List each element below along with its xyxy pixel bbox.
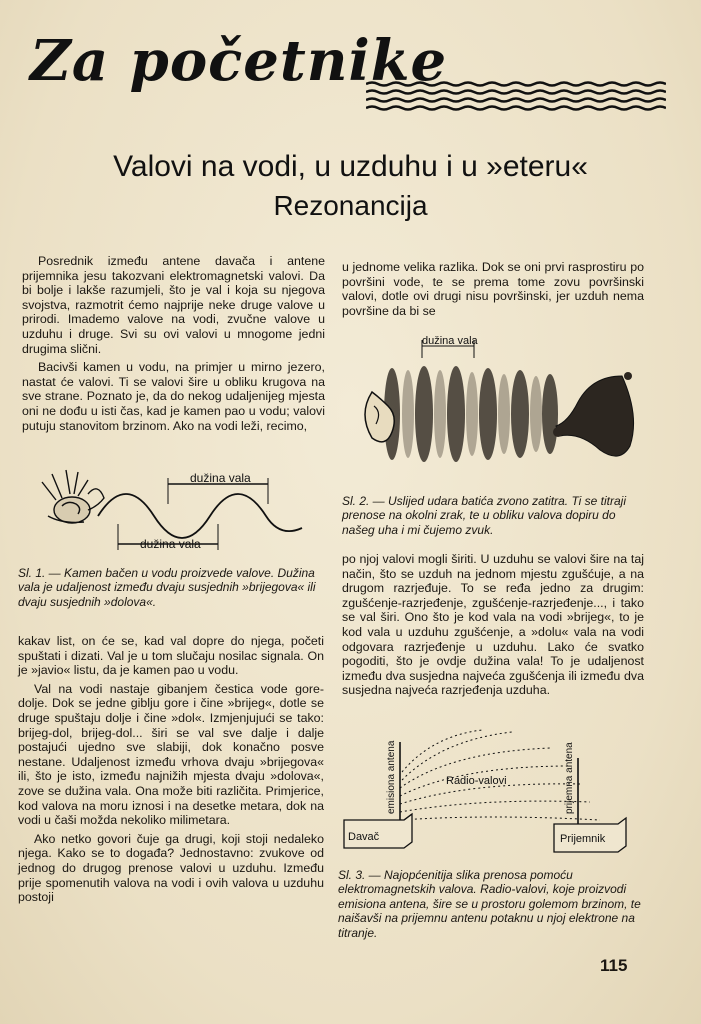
left-column-bottom bbox=[18, 634, 324, 909]
fig2-label: dužina vala bbox=[422, 335, 478, 347]
fig3-sender-label: Davač bbox=[348, 831, 380, 843]
fig1-label-bottom: dužina vala bbox=[140, 537, 201, 551]
fig3-left-antenna-label: emisiona antena bbox=[386, 740, 397, 814]
right-column-top bbox=[342, 260, 644, 322]
fig3-waves-label: Radio-valovi bbox=[446, 775, 507, 787]
fig3-receiver-label: Prijemnik bbox=[560, 833, 606, 845]
section-heading: Za početnike bbox=[30, 28, 448, 94]
figure-3-radio-transmission bbox=[338, 728, 638, 854]
paragraph: Val na vodi nastaje gibanjem čestica vode gore-dolje. Dok se jedne giblju gore i čine »brijeg«, dotle se druge spuštaju dolje i čine »dol«. Izmjenjujući se tako: brijeg-dol, brijeg-dol... širi se val sve dalje i dalje postajući ujedno sve slabiji, dok konačno posve nestane. Udaljenost između vrhova dvaju »brijegova« ili, što je isto, između najnižih mjesta dvaju »dolova«, zove se dužina vala. Ona može biti različita. Primjerice, kod valova na moru iznosi i na desetke metara, dok na vodi u čaši možda nekoliko milimetara. bbox=[18, 681, 324, 828]
left-column-top bbox=[22, 254, 325, 437]
paragraph: u jednome velika razlika. Dok se oni prvi rasprostiru po površini vode, te se prema tome zovu površinski valovi, dotle ovi drugi nisu površinski, jer uzduh nema površine da bi se bbox=[342, 260, 644, 318]
wave-ornament bbox=[366, 80, 666, 112]
paragraph: Posrednik između antene davača i antene prijemnika jesu takozvani elektromagnetski valovi. Da bi bolje i lakše razumjeli, što je val i koja su njegova svojstva, razmotrit ćemo najprije neke druge valove u prirodi. Imademo valove na vodi, zvučne valove u uzduhu i druge. Svi su ovi valovi u mnogome jedni drugima slični. bbox=[22, 254, 325, 356]
fig1-label-top: dužina vala bbox=[190, 471, 251, 485]
figure-1-caption: Sl. 1. — Kamen bačen u vodu proizvede valove. Dužina vala je udaljenost između dvaju susjednih »brijegova« ili dvaju susjednih »dolova«. bbox=[18, 566, 316, 609]
paragraph: Bacivši kamen u vodu, na primjer u mirno jezero, nastat će valovi. Ti se valovi šire u obliku krugova na sve strane. Poznato je, da do nekog udaljenijeg mjesta oni ne dođu u isti čas, kad je kamen pao u vodu; valovi putuju stanovitom brzinom. Ako na vodi leži, recimo, bbox=[22, 360, 325, 433]
fig3-right-antenna-label: prijemna antena bbox=[564, 742, 575, 814]
page-number: 115 bbox=[600, 956, 628, 975]
bell-icon bbox=[556, 376, 634, 456]
figure-1-water-wave bbox=[28, 464, 318, 564]
paragraph: Ako netko govori čuje ga drugi, koji stoji nedaleko njega. Kako se to događa? Jednostavno: zvukove od jednog do drugog prenose valovi u uzduhu. Između prije spomenutih valova na vodi i ovih valova u uzduhu postoji bbox=[18, 831, 324, 905]
paragraph: kakav list, on će se, kad val dopre do njega, početi spuštati i dizati. Val je u tom slučaju nosilac signala. On je »javio« listu, da je kamen pao u vodu. bbox=[18, 634, 324, 678]
figure-3-caption: Sl. 3. — Najopćenitija slika prenosa pomoću elektromagnetskih valova. Radio-valovi, koje proizvodi emisiona antena, šire se u prostoru golemom brzinom, te naišavši na prijemnu antenu potaknu u njoj elektrone na titranje. bbox=[338, 868, 641, 940]
figure-2-bell-sound bbox=[352, 332, 642, 482]
figure-2-caption: Sl. 2. — Uslijed udara batića zvono zatitra. Ti se titraji prenose na okolni zrak, te u obliku valova dopiru do našeg uha i mi čujemo zvuk. bbox=[342, 494, 627, 537]
paragraph: po njoj valovi mogli širiti. U uzduhu se valovi šire na taj način, što se uzduh na jednom mjestu zgušćuje, a na drugom razrjeđuje. To se ređa jedno za drugim: zgušćenje-razrjeđenje, zgušćenje-razrjeđenje..., i tako se val širi. Ono što je kod vala na vodi »brijeg«, to je kod vala u uzduhu zgušćenje, a »dolu« vala na vodi odgovara razrjeđenje u uzduhu. Lako će svatko pogoditi, što je ovdje dužina vala! To je udaljenost između dva susjedna najveća zgušćenja ili između dva susjedna najveća razrjeđenja uzduha. bbox=[342, 552, 644, 698]
right-column-middle bbox=[342, 552, 644, 702]
article-title: Valovi na vodi, u uzduhu i u »eteru« bbox=[113, 150, 588, 183]
article-subtitle: Rezonancija bbox=[273, 190, 428, 221]
